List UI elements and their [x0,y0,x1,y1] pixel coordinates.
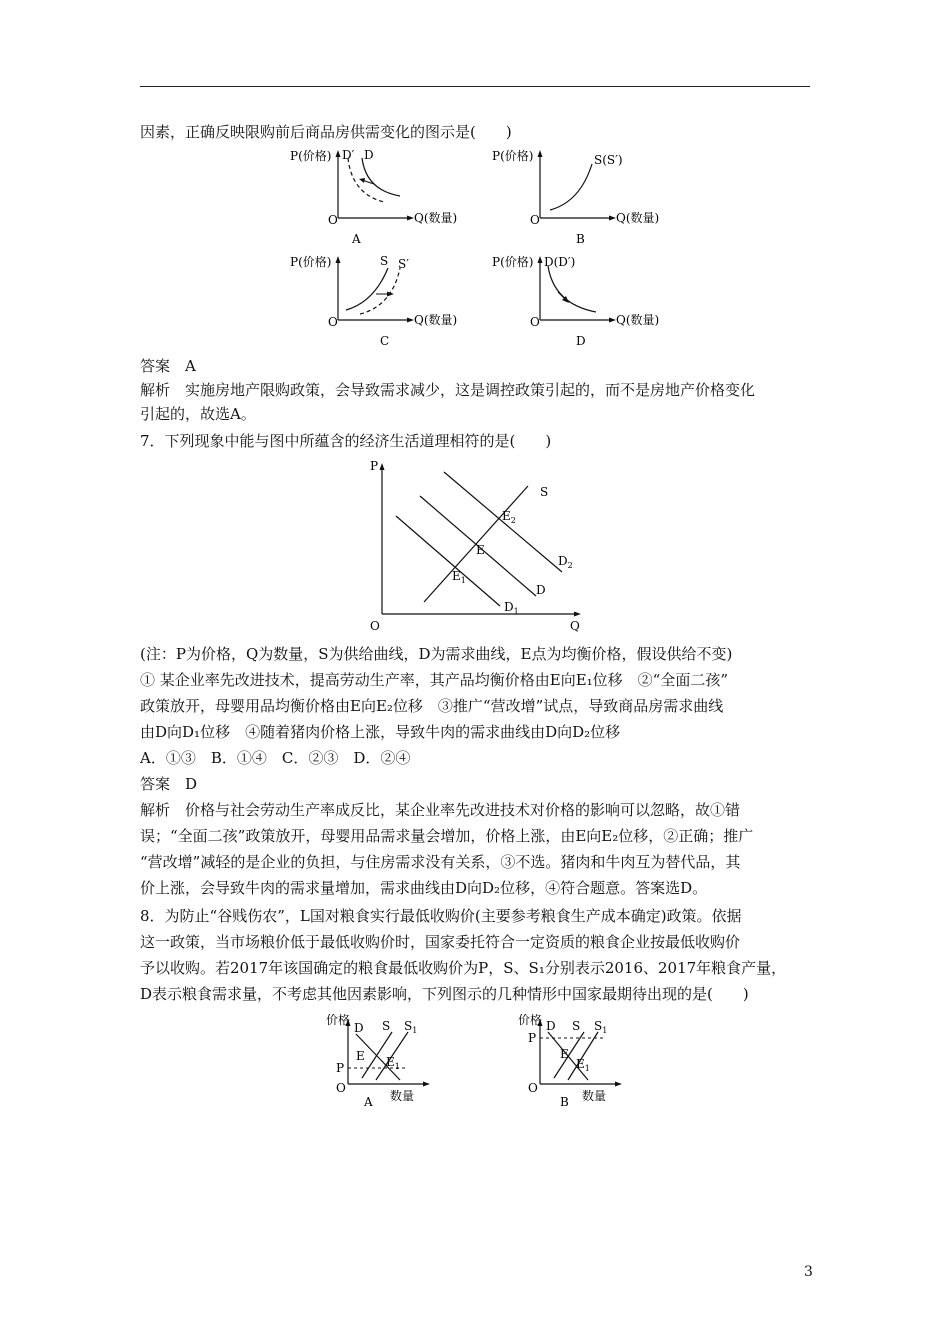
demand-line-d1 [396,516,500,606]
x-axis-arrow [407,216,414,221]
q-label: Q(数量) [616,313,660,327]
y-axis-arrow [538,256,543,263]
p-label: P [336,1061,345,1075]
e-label: E [560,1047,569,1061]
x-axis-arrow [407,318,414,323]
e1-main: E [576,1057,585,1071]
e-label: E [476,543,485,557]
s1-label [594,1019,607,1035]
price-label [326,1012,350,1027]
x-axis-arrow [423,1082,430,1087]
s1-sub: 1 [602,1026,608,1035]
q-label: Q(数量) [414,313,458,327]
s1-label [404,1019,417,1035]
caption-a: A [352,232,361,246]
s1-main: S [404,1019,413,1033]
q8-stem-line-3: 予以收购。若2017年该国确定的粮食最低收购价为P，S、S₁分别表示2016、2017年粮食产量， [140,959,787,977]
q6-figure-b [492,146,672,246]
y-axis-arrow [336,256,341,263]
q7-items-line-3: 由D向D₁位移 ④随着猪肉价格上涨，导致牛肉的需求曲线由D向D₂位移 [140,723,621,741]
caption-b: B [576,232,585,246]
q6-figure-c [290,252,470,352]
q8-figure-a [318,1010,448,1110]
q-label: Q [570,619,580,633]
q6-tail: 因素，正确反映限购前后商品房供需变化的图示是( ) [140,123,512,141]
supply-curve-s [346,268,388,310]
e1-sub: 1 [584,1064,590,1073]
q7-items-line-1: ① 某企业率先改进技术，提高劳动生产率，其产品均衡价格由E向E₁位移 ②“全面二孩” [140,671,729,689]
p-label: P [528,1031,537,1045]
q7-analysis-line-4: 价上涨，会导致牛肉的需求量增加，需求曲线由D向D₂位移，④符合题意。答案选D。 [140,879,708,897]
o-label: O [528,1081,538,1095]
caption-d: D [576,334,586,348]
p-label: P(价格) [290,255,332,269]
p-label: P [370,459,379,473]
d1-main: D [504,600,514,614]
d-prime-label: D′ [342,148,355,162]
d2-label [558,554,573,570]
q7-analysis-line-2: 误；“全面二孩”政策放开，母婴用品需求量会增加，价格上涨，由E向E₂位移，②正确；推广 [140,827,754,845]
p-label: P(价格) [492,255,534,269]
qty-label: 数量 [582,1089,607,1103]
q7-stem: 7．下列现象中能与图中所蕴含的经济生活道理相符的是( ) [140,432,552,450]
origin-label: O [328,213,338,227]
d-label: D [546,1019,556,1033]
d1-label [504,600,519,616]
supply-curve [550,164,592,210]
q6-figure-d [492,252,672,352]
caption-a: A [364,1095,373,1109]
x-axis-arrow [574,612,581,617]
shift-arrowhead [359,178,365,183]
caption-c: C [380,334,390,348]
price-text: 价格 [518,1013,543,1027]
e1-sub: 1 [460,576,466,585]
s1-sub: 1 [412,1026,418,1035]
q6-analysis-line-2: 引起的，故选A。 [140,405,256,423]
price-label [518,1012,542,1027]
q7-analysis-line-3: “营改增”减轻的是企业的负担，与住房需求没有关系，③不选。猪肉和牛肉互为替代品，其 [140,853,741,871]
e1-main: E [452,569,461,583]
e1-label [452,569,466,585]
origin-label: O [328,315,338,329]
q8-stem-line-4: D表示粮食需求量，不考虑其他因素影响，下列图示的几种情形中国家最期待出现的是( ) [140,985,749,1003]
e1-label [576,1057,590,1073]
x-axis-arrow [615,1082,622,1087]
e2-sub: 2 [510,516,516,525]
x-axis-arrow [609,318,616,323]
e1-main: E [386,1055,395,1069]
q7-analysis-line-1: 解析 价格与社会劳动生产率成反比，某企业率先改进技术对价格的影响可以忽略，故①错 [140,801,741,819]
p-label: P(价格) [290,149,332,163]
q8-stem-line-1: 8．为防止“谷贱伤农”，L国对粮食实行最低收购价(主要参考粮食生产成本确定)政策。依据 [140,907,742,925]
s-label: S [382,1019,391,1033]
price-text: 价格 [326,1013,351,1027]
page-number: 3 [804,1264,813,1280]
e-label: E [356,1049,365,1063]
origin-label: O [530,213,540,227]
d1-sub: 1 [513,607,519,616]
caption-b: B [560,1095,569,1109]
q7-items-line-2: 政策放开，母婴用品均衡价格由E向E₂位移 ③推广“营改增”试点，导致商品房需求曲线 [140,697,724,715]
d2-sub: 2 [567,561,573,570]
e2-label [502,509,516,525]
q6-analysis-line-1: 解析 实施房地产限购政策，会导致需求减少，这是调控政策引起的，而不是房地产价格变化 [140,381,756,399]
e1-label [386,1055,400,1071]
e2-main: E [502,509,511,523]
s-label: S(S′) [594,153,623,167]
q7-note: (注：P为价格，Q为数量，S为供给曲线，D为需求曲线，E点为均衡价格，假设供给不变) [140,645,733,663]
q6-answer: 答案 A [140,357,196,375]
header-rule [140,86,810,87]
q-label: Q(数量) [616,211,660,225]
s1-main: S [594,1019,603,1033]
origin-label: O [530,315,540,329]
q-label: Q(数量) [414,211,458,225]
supply-line-s [554,1032,584,1078]
o-label: O [370,619,380,633]
p-label: P(价格) [492,149,534,163]
o-label: O [336,1081,346,1095]
q7-options: A．①③ B．①④ C．②③ D．②④ [140,749,411,767]
d2-main: D [558,554,568,568]
s-label: S [572,1019,581,1033]
x-axis-arrow [609,216,616,221]
s-label: S [540,485,549,499]
q8-figure-b [510,1010,640,1110]
supply-line-s1 [568,1032,598,1080]
y-axis-arrow [538,150,543,157]
demand-curve [548,266,596,312]
demand-curve-d [362,158,400,196]
y-axis-arrow [380,463,385,470]
s-prime-label: S′ [398,257,409,271]
d-label: D [364,148,374,162]
qty-label: 数量 [390,1089,415,1103]
y-axis-arrow [336,150,341,157]
demand-curve-d-prime [348,158,384,202]
q7-answer: 答案 D [140,775,198,793]
s-label: S [380,254,389,268]
d-label: D [536,583,546,597]
q6-figure-a [290,146,470,246]
q8-stem-line-2: 这一政策，当市场粮价低于最低收购价时，国家委托符合一定资质的粮食企业按最低收购价 [140,933,741,951]
e1-sub: 1 [394,1062,400,1071]
d-label: D(D′) [544,255,576,269]
supply-curve-s-prime [360,268,400,314]
q7-figure [364,456,594,636]
d-label: D [354,1021,364,1035]
